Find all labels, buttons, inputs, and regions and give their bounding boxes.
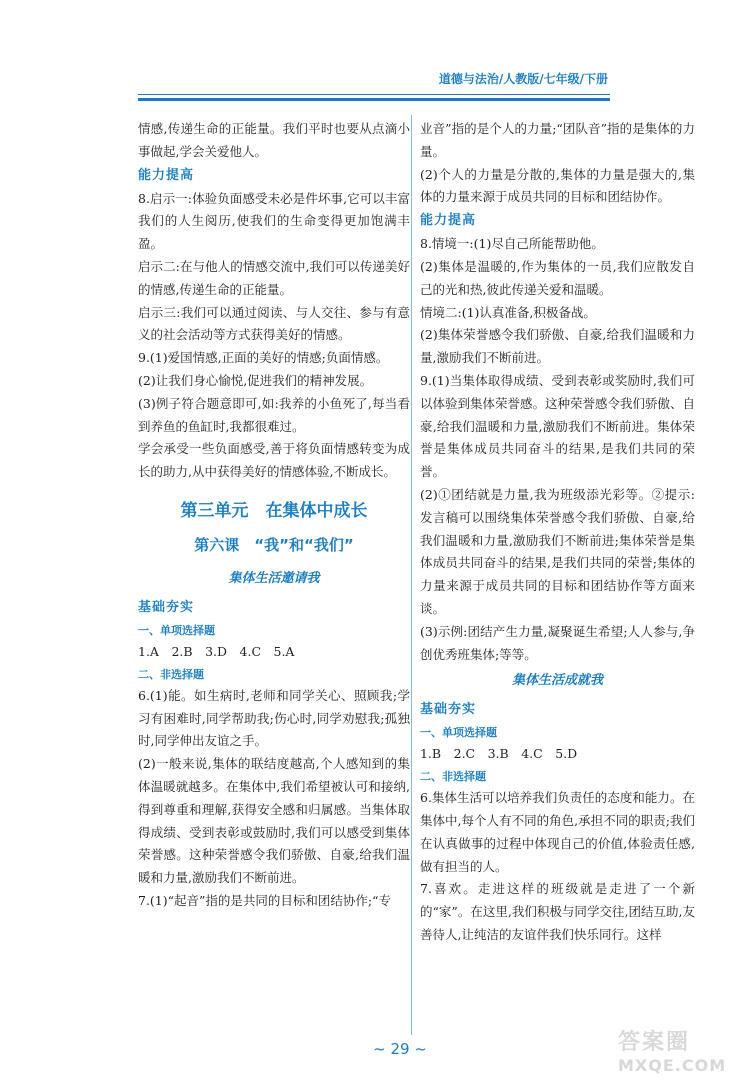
paragraph: (2)个人的力量是分散的,集体的力量是强大的,集体的力量来源于成员共同的目标和团结协作。 [420, 166, 695, 205]
subsection-heading: 二、非选择题 [420, 770, 486, 784]
paragraph: (2)①团结就是力量,我为班级添光彩等。②提示:发言稿可以围绕集体荣誉感令我们骄傲、自豪,给我们温暖和力量,激励我们不断前进;集体荣誉是集体成员共同奋斗的结果,是我们共同的荣誉;集体的力量来源于成员共同的目标和团结协作等方面来谈。 [420, 486, 695, 616]
paragraph: (2)一般来说,集体的联结度越高,个人感知到的集体温暖就越多。在集体中,我们希望被认可和接纳,得到尊重和理解,获得安全感和归属感。当集体取得成绩、受到表彰或鼓励时,我们可以感受到集体荣誉感。这种荣誉感令我们骄傲、自豪,给我们温暖和力量,激励我们不断前进。 [138, 756, 410, 886]
column-divider [411, 115, 412, 1035]
section-heading: 能力提高 [138, 167, 195, 183]
paragraph: (3)例子符合题意即可,如:我养的小鱼死了,每当看到养鱼的鱼缸时,我都很难过。 [138, 395, 410, 434]
section-heading: 基础夯实 [420, 702, 477, 718]
paragraph: 业音”指的是个人的力量;“团队音”指的是集体的力量。 [420, 121, 695, 159]
lesson-title: 第六课 “我”和“我们” [194, 535, 354, 554]
paragraph: (2)集体是温暖的,作为集体的一员,我们应散发自己的光和热,彼此传递关爱和温暖。 [420, 258, 695, 297]
paragraph: 8.情境一:(1)尽自己所能帮助他。 [420, 236, 604, 252]
paragraph: 6.(1)能。如生病时,老师和同学关心、照顾我;学习有困难时,同学帮助我;伤心时,同学劝慰我;孤独时,同学伸出友谊之手。 [138, 687, 410, 749]
watermark-line: MXQE.COM [618, 1056, 727, 1075]
section-heading: 基础夯实 [138, 599, 195, 615]
paragraph: 情感,传递生命的正能量。我们平时也要从点滴小事做起,学会关爱他人。 [138, 121, 410, 159]
header-rule-thick [138, 98, 610, 101]
paragraph: (3)示例:团结产生力量,凝聚诞生希望;人人参与,争创优秀班集体;等等。 [420, 623, 695, 662]
paragraph: 启示三:我们可以通过阅读、与人交往、参与有意义的社会活动等方式获得美好的情感。 [138, 304, 410, 343]
paragraph: 8.启示一:体验负面感受未必是件坏事,它可以丰富我们的人生阅历,使我们的生命变得更加饱满丰盈。 [138, 190, 410, 252]
running-header: 道德与法治/人教版/七年级/下册 [438, 72, 608, 86]
paragraph: 7.喜欢。走进这样的班级就是走进了一个新的“家”。在这里,我们积极与同学交往,团结互助,友善待人,让纯洁的友谊伴我们快乐同行。这样 [420, 881, 695, 942]
subsection-heading: 二、非选择题 [138, 667, 204, 681]
paragraph: (2)集体荣誉感令我们骄傲、自豪,给我们温暖和力量,激励我们不断前进。 [420, 327, 695, 366]
page-number: ~ 29 ~ [373, 1040, 427, 1058]
topic-title: 集体生活邀请我 [228, 570, 320, 586]
header-rule-thin [138, 94, 610, 95]
watermark-logo [618, 1030, 746, 1078]
paragraph: 7.(1)“起音”指的是共同的目标和团结协作;“专 [138, 892, 392, 908]
paragraph: 学会承受一些负面感受,善于将负面情感转变为成长的助力,从中获得美好的情感体验,不断成长。 [138, 441, 410, 480]
answer-line: 1.A 2.B 3.D 4.C 5.A [138, 643, 295, 659]
paragraph: 9.(1)当集体取得成绩、受到表彰或奖励时,我们可以体验到集体荣誉感。这种荣誉感令我们骄傲、自豪,给我们温暖和力量,激励我们不断前进。集体荣誉是集体成员共同奋斗的结果,是我们共同的荣誉。 [420, 372, 696, 480]
right-column [420, 118, 695, 947]
topic-title: 集体生活成就我 [511, 673, 603, 689]
paragraph: 启示二:在与他人的情感交流中,我们可以传递美好的情感,传递生命的正能量。 [138, 258, 410, 297]
left-column [138, 118, 410, 913]
paragraph: 6.集体生活可以培养我们负责任的态度和能力。在集体中,每个人有不同的角色,承担不同的职责;我们在认真做事的过程中体现自己的价值,体验责任感,做有担当的人。 [420, 790, 695, 874]
subsection-heading: 一、单项选择题 [138, 623, 215, 637]
subsection-heading: 一、单项选择题 [420, 726, 497, 740]
watermark-line: 答案圈 [618, 1030, 691, 1055]
paragraph: (2)让我们身心愉悦,促进我们的精神发展。 [138, 372, 373, 388]
paragraph: 情境二:(1)认真准备,积极备战。 [420, 304, 596, 320]
paragraph: 9.(1)爱国情感,正面的美好的情感;负面情感。 [138, 350, 389, 366]
unit-title: 第三单元 在集体中成长 [180, 500, 368, 521]
section-heading: 能力提高 [420, 213, 477, 229]
answer-line: 1.B 2.C 3.B 4.C 5.D [420, 746, 578, 762]
